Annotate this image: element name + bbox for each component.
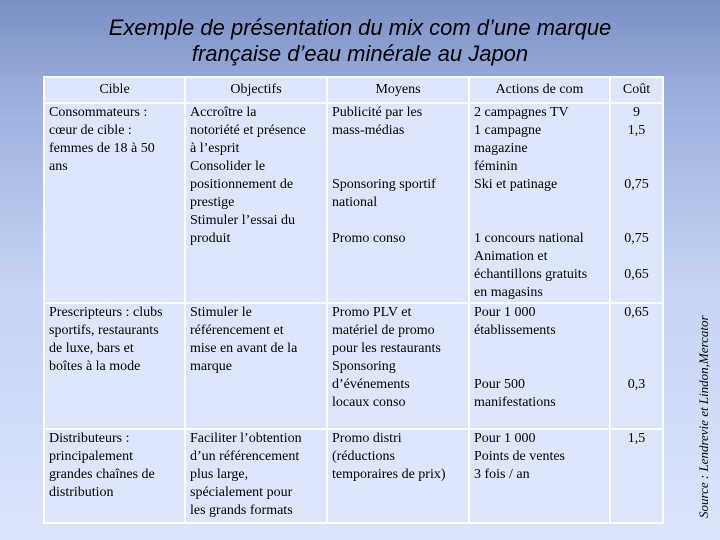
cell-line [615,322,658,340]
cell-line: de luxe, bars et [49,341,134,356]
slide-title-line-1: Exemple de présentation du mix com d’une marque [108,15,612,40]
cell-objectifs [185,429,327,523]
header-objectifs: Objectifs [185,77,327,103]
table-row [44,303,663,429]
cell-line [474,194,605,212]
cell-line: grandes chaînes de [49,467,155,482]
slide-title-line-2: française d’eau minérale au Japon [191,41,529,66]
cell-line: temporaires de prix) [332,467,446,482]
cell-line: Pour 1 000 [474,431,536,446]
mix-com-table [43,76,664,524]
cell-line: Animation et [474,249,548,264]
cell-objectifs [185,103,327,303]
cell-line: Pour 500 [474,377,525,392]
table-header-row [44,77,663,103]
cell-line: 0,75 [624,231,649,246]
cell-line: notoriété et présence [190,123,306,138]
cell-line: Promo PLV et [332,305,412,320]
cell-moyens [327,429,469,523]
cell-line: manifestations [474,395,556,410]
source-note: Source : Lendrevie et Lindon,Mercator [696,315,711,518]
cell-line: 1,5 [627,431,646,446]
cell-line: référencement et [190,323,284,338]
cell-line: 0,75 [624,177,649,192]
cell-line: Stimuler l’essai du [190,213,295,228]
cell-line: magazine [474,141,528,156]
cell-line: femmes de 18 à 50 [49,141,155,156]
cell-line: Pour 1 000 [474,305,536,320]
cell-line [615,158,658,176]
cell-line: sportifs, restaurants [49,323,159,338]
cell-line: 1 campagne [474,123,542,138]
cell-line [615,140,658,158]
cell-line: Points de ventes [474,449,565,464]
cell-line: les grands formats [190,503,293,518]
cell-line: 0,3 [627,377,646,392]
header-cible: Cible [44,77,185,103]
cell-line: d’un référencement [190,449,300,464]
cell-moyens [327,303,469,429]
table-row [44,103,663,303]
cell-line [332,212,464,230]
cell-line: national [332,195,378,210]
cell-actions [469,429,610,523]
cell-line: 2 campagnes TV [474,105,569,120]
cell-line: échantillons gratuits [474,267,588,282]
cell-moyens [327,103,469,303]
cell-line: principalement [49,449,133,464]
cell-line [615,340,658,358]
slide-title [20,15,700,67]
cell-line: prestige [190,195,235,210]
cell-line: pour les restaurants [332,341,441,356]
cell-line: matériel de promo [332,323,435,338]
cell-line: 3 fois / an [474,467,530,482]
cell-cible [44,303,185,429]
cell-cible [44,103,185,303]
cell-line: 1,5 [627,123,646,138]
cell-line [615,194,658,212]
cell-line: 0,65 [624,305,649,320]
cell-objectifs [185,303,327,429]
cell-line: positionnement de [190,177,294,192]
cell-line: boîtes à la mode [49,359,141,374]
cell-line: 1 concours national [474,231,584,246]
cell-cout [610,429,663,523]
cell-line: ans [49,159,68,174]
cell-actions [469,303,610,429]
cell-line: 0,65 [624,267,649,282]
cell-line [615,248,658,266]
cell-line: locaux conso [332,395,406,410]
cell-line: (réductions [332,449,395,464]
cell-line: mass-médias [332,123,405,138]
cell-line: produit [190,231,231,246]
cell-line [474,340,605,358]
cell-line: Promo conso [332,231,406,246]
cell-line: mise en avant de la [190,341,298,356]
cell-line: marque [190,359,232,374]
header-moyens: Moyens [327,77,469,103]
cell-line: Consommateurs : [49,105,148,120]
cell-line: d’événements [332,377,410,392]
cell-line: Prescripteurs : clubs [49,305,163,320]
cell-line [474,212,605,230]
cell-line: spécialement pour [190,485,293,500]
cell-line: en magasins [474,285,543,300]
cell-cout [610,103,663,303]
cell-line: 9 [633,105,640,120]
cell-line: Promo distri [332,431,402,446]
table-row [44,429,663,523]
cell-line: Distributeurs : [49,431,130,446]
cell-actions [469,103,610,303]
cell-line: Sponsoring sportif [332,177,436,192]
cell-line [332,140,464,158]
cell-line: distribution [49,485,114,500]
cell-line: cœur de cible : [49,123,132,138]
cell-line: Publicité par les [332,105,423,120]
cell-line: Accroître la [190,105,257,120]
cell-cout [610,303,663,429]
cell-line [332,158,464,176]
header-cout: Coût [610,77,663,103]
cell-line: Faciliter l’obtention [190,431,302,446]
cell-line: plus large, [190,467,249,482]
cell-line [615,212,658,230]
header-actions-de-com: Actions de com [469,77,610,103]
cell-line: à l’esprit [190,141,240,156]
cell-line [474,358,605,376]
cell-line: féminin [474,159,518,174]
cell-line: Sponsoring [332,359,396,374]
cell-line [615,358,658,376]
cell-cible [44,429,185,523]
cell-line: établissements [474,323,556,338]
cell-line: Ski et patinage [474,177,558,192]
cell-line: Consolider le [190,159,266,174]
cell-line: Stimuler le [190,305,252,320]
